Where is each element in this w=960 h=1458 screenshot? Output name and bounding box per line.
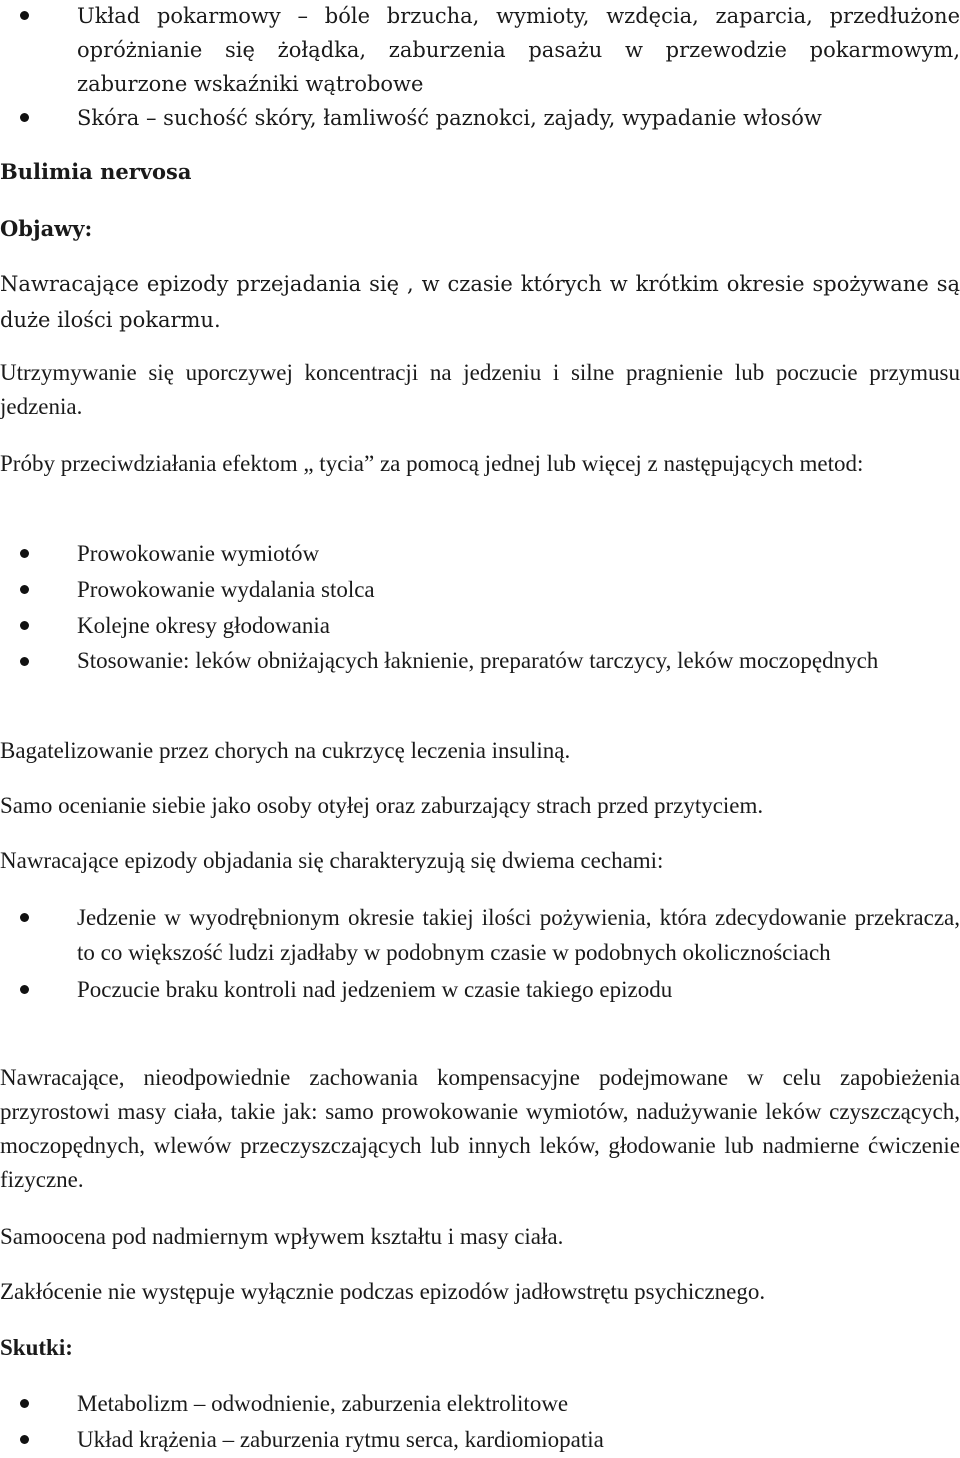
features-list (0, 900, 960, 1007)
paragraph-proby: Próby przeciwdziałania efektom „ tycia” za pomocą jednej lub więcej z następujących metod: (0, 451, 864, 476)
list-item: Prowokowanie wydalania stolca (0, 572, 960, 608)
paragraph-kompensacyjne: Nawracające, nieodpowiednie zachowania kompensacyjne podejmowane w celu zapobieżenia przyrostowi masy ciała, takie jak: samo prowokowanie wymiotów, nadużywanie leków czyszczących, moczopędnych, wlewów przeczyszczających lub innych leków, głodowanie lub nadmierne ćwiczenie fizyczne. (0, 1065, 960, 1192)
symptom-list-top (0, 0, 960, 135)
list-item: Metabolizm – odwodnienie, zaburzenia elektrolitowe (0, 1386, 960, 1422)
effects-list (0, 1386, 960, 1458)
paragraph-utrzymywanie: Utrzymywanie się uporczywej koncentracji na jedzeniu i silne pragnienie lub poczucie przymusu jedzenia. (0, 360, 960, 419)
list-item: Układ krążenia – zaburzenia rytmu serca, kardiomiopatia (0, 1422, 960, 1458)
section-heading-bulimia: Bulimia nervosa (0, 159, 192, 184)
paragraph-zaklocenie: Zakłócenie nie występuje wyłącznie podczas epizodów jadłowstrętu psychicznego. (0, 1279, 766, 1304)
paragraph-samo-ocenianie: Samo ocenianie siebie jako osoby otyłej oraz zaburzający strach przed przytyciem. (0, 793, 764, 818)
paragraph-epizody: Nawracające epizody przejadania się , w czasie których w krótkim okresie spożywane są duże ilości pokarmu. (0, 272, 960, 332)
list-item: Skóra – suchość skóry, łamliwość paznokci, zajady, wypadanie włosów (0, 101, 960, 135)
list-item: Jedzenie w wyodrębnionym okresie takiej ilości pożywienia, która zdecydowanie przekracza, to co większość ludzi zjadłaby w podobnym czasie w podobnych okolicznościach (0, 900, 960, 970)
section-heading-skutki: Skutki: (0, 1335, 73, 1360)
list-item: Stosowanie: leków obniżających łaknienie, preparatów tarczycy, leków moczopędnych (0, 644, 960, 678)
methods-list (0, 536, 960, 678)
paragraph-objadania: Nawracające epizody objadania się charakteryzują się dwiema cechami: (0, 848, 664, 873)
paragraph-samoocena: Samoocena pod nadmiernym wpływem kształtu i masy ciała. (0, 1224, 564, 1249)
list-item: Układ pokarmowy – bóle brzucha, wymioty, wzdęcia, zaparcia, przedłużone opróżnianie się żołądka, zaburzenia pasażu w przewodzie pokarmowym, zaburzone wskaźniki wątrobowe (0, 0, 960, 101)
list-item: Kolejne okresy głodowania (0, 608, 960, 644)
section-heading-objawy: Objawy: (0, 216, 93, 241)
list-item: Prowokowanie wymiotów (0, 536, 960, 572)
paragraph-bagatelizowanie: Bagatelizowanie przez chorych na cukrzycę leczenia insuliną. (0, 738, 571, 763)
list-item: Poczucie braku kontroli nad jedzeniem w czasie takiego epizodu (0, 972, 960, 1007)
